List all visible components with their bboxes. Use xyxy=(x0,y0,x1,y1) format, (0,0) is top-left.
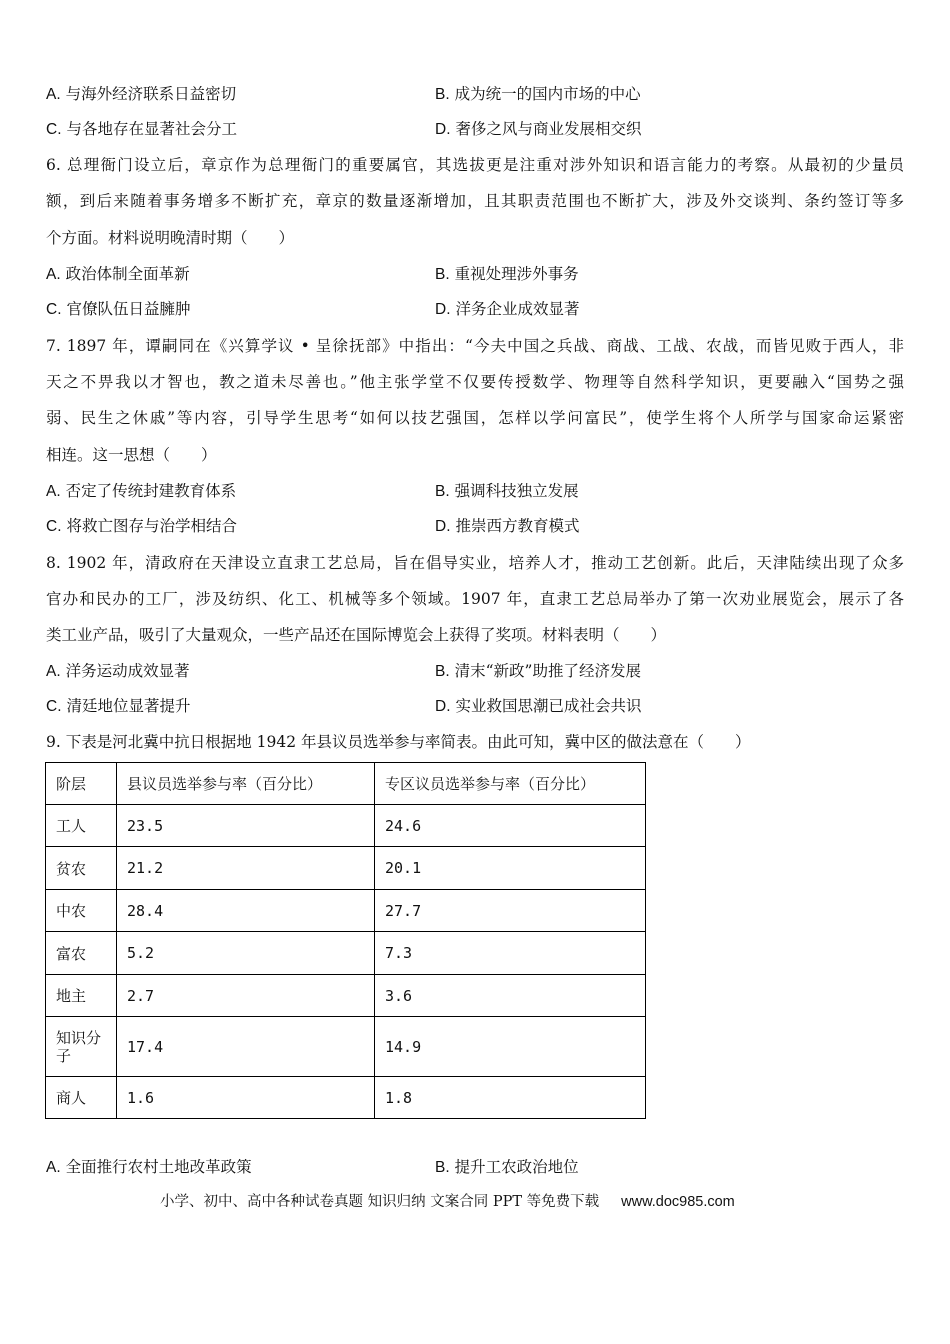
footer-text: 小学、初中、高中各种试卷真题 知识归纳 文案合同 PPT 等免费下载 xyxy=(160,1194,600,1210)
table-cell-class: 知识分子 xyxy=(46,1017,117,1077)
option-text: 否定了传统封建教育体系 xyxy=(65,482,237,500)
q5-option-a[interactable] xyxy=(46,84,236,105)
q5-option-c[interactable] xyxy=(46,119,237,140)
option-letter: D. xyxy=(435,121,451,138)
q6-stem-line-1: 6. 总理衙门设立后，章京作为总理衙门的重要属官，其选拔更是注重对涉外知识和语言能力的考察。从最初的少量员 xyxy=(46,156,904,174)
election-participation-table xyxy=(45,762,646,1119)
q8-stem-line-2: 官办和民办的工厂，涉及纺织、化工、机械等多个领域。1907 年，直隶工艺总局举办了第一次劝业展览会，展示了各 xyxy=(46,590,904,608)
table-cell-county: 5.2 xyxy=(117,932,375,975)
option-letter: B. xyxy=(435,1159,450,1176)
table-row xyxy=(46,1017,646,1077)
option-text: 全面推行农村土地改革政策 xyxy=(65,1158,252,1176)
option-letter: C. xyxy=(46,698,62,715)
q6-option-d[interactable] xyxy=(435,299,579,320)
table-row xyxy=(46,975,646,1017)
table-header-row xyxy=(46,763,646,805)
option-letter: D. xyxy=(435,301,451,318)
option-letter: B. xyxy=(435,483,450,500)
q8-stem-line-3: 类工业产品，吸引了大量观众，一些产品还在国际博览会上获得了奖项。材料表明（ ） xyxy=(46,626,667,644)
option-letter: A. xyxy=(46,483,61,500)
option-letter: B. xyxy=(435,266,450,283)
q7-option-b[interactable] xyxy=(435,481,579,502)
q8-option-d[interactable] xyxy=(435,696,641,717)
q7-stem-line-3: 弱、民生之休戚”等内容，引导学生思考“如何以技艺强国，怎样以学问富民”，使学生将个人所学与国家命运紧密 xyxy=(46,409,904,427)
table-row xyxy=(46,1077,646,1119)
table-row xyxy=(46,805,646,847)
table-cell-county: 23.5 xyxy=(117,805,375,847)
option-text: 将救亡图存与治学相结合 xyxy=(66,517,237,535)
table-cell-class: 工人 xyxy=(46,805,117,847)
table-header-cell: 专区议员选举参与率（百分比） xyxy=(375,763,646,805)
option-letter: B. xyxy=(435,663,450,680)
table-cell-class: 贫农 xyxy=(46,847,117,890)
table-cell-county: 28.4 xyxy=(117,890,375,932)
table-cell-county: 1.6 xyxy=(117,1077,375,1119)
option-text: 与各地存在显著社会分工 xyxy=(66,120,237,138)
q6-option-a[interactable] xyxy=(46,264,190,285)
q6-stem-line-2: 额，到后来随着事务增多不断扩充，章京的数量逐渐增加，且其职责范围也不断扩大，涉及外交谈判、条约签订等多 xyxy=(46,192,904,210)
q7-stem-line-1: 7. 1897 年，谭嗣同在《兴算学议 • 呈徐抚部》中指出：“今夫中国之兵战、商战、工战、农战，而皆见败于西人，非 xyxy=(46,337,904,355)
option-letter: A. xyxy=(46,266,61,283)
option-letter: D. xyxy=(435,698,451,715)
option-text: 与海外经济联系日益密切 xyxy=(65,85,237,103)
option-letter: D. xyxy=(435,518,451,535)
option-letter: A. xyxy=(46,86,61,103)
q7-stem-line-2: 天之不畀我以才智也，教之道未尽善也。”他主张学堂不仅要传授数学、物理等自然科学知识，更要融入“国势之强 xyxy=(46,373,904,391)
option-text: 官僚队伍日益臃肿 xyxy=(66,300,191,318)
table-cell-district: 27.7 xyxy=(375,890,646,932)
q7-option-d[interactable] xyxy=(435,516,579,537)
q8-stem-line-1: 8. 1902 年，清政府在天津设立直隶工艺总局，旨在倡导实业，培养人才，推动工艺创新。此后，天津陆续出现了众多 xyxy=(46,554,904,572)
q7-stem-line-4: 相连。这一思想（ ） xyxy=(46,446,217,464)
q7-option-c[interactable] xyxy=(46,516,237,537)
table-cell-county: 2.7 xyxy=(117,975,375,1017)
q8-option-c[interactable] xyxy=(46,696,190,717)
q6-option-b[interactable] xyxy=(435,264,579,285)
option-text: 清廷地位显著提升 xyxy=(66,697,191,715)
option-text: 强调科技独立发展 xyxy=(454,482,579,500)
q6-option-c[interactable] xyxy=(46,299,190,320)
table-cell-district: 24.6 xyxy=(375,805,646,847)
q9-stem-line-1: 9. 下表是河北冀中抗日根据地 1942 年县议员选举参与率简表。由此可知，冀中区的做法意在（ ） xyxy=(46,733,751,751)
table-cell-class: 商人 xyxy=(46,1077,117,1119)
table-header-cell: 县议员选举参与率（百分比） xyxy=(117,763,375,805)
option-text: 推崇西方教育模式 xyxy=(455,517,580,535)
q9-option-a[interactable] xyxy=(46,1157,252,1178)
table-cell-county: 21.2 xyxy=(117,847,375,890)
table-row xyxy=(46,847,646,890)
q8-option-a[interactable] xyxy=(46,661,190,682)
q5-option-b[interactable] xyxy=(435,84,641,105)
option-text: 洋务企业成效显著 xyxy=(455,300,580,318)
table-cell-district: 14.9 xyxy=(375,1017,646,1077)
table-cell-district: 3.6 xyxy=(375,975,646,1017)
q8-option-b[interactable] xyxy=(435,661,641,682)
table-row xyxy=(46,890,646,932)
option-text: 奢侈之风与商业发展相交织 xyxy=(455,120,642,138)
q7-option-a[interactable] xyxy=(46,481,236,502)
q6-stem-line-3: 个方面。材料说明晚清时期（ ） xyxy=(46,229,295,247)
page-footer xyxy=(160,1192,735,1212)
table-cell-class: 富农 xyxy=(46,932,117,975)
option-text: 提升工农政治地位 xyxy=(454,1158,579,1176)
option-text: 重视处理涉外事务 xyxy=(454,265,579,283)
table-cell-district: 7.3 xyxy=(375,932,646,975)
option-letter: C. xyxy=(46,518,62,535)
table-cell-district: 1.8 xyxy=(375,1077,646,1119)
footer-site-link[interactable]: www.doc985.com xyxy=(621,1194,735,1210)
table-cell-class: 中农 xyxy=(46,890,117,932)
option-text: 清末“新政”助推了经济发展 xyxy=(454,662,641,680)
table-cell-district: 20.1 xyxy=(375,847,646,890)
option-text: 政治体制全面革新 xyxy=(65,265,190,283)
option-text: 实业救国思潮已成社会共识 xyxy=(455,697,642,715)
table-cell-class: 地主 xyxy=(46,975,117,1017)
option-letter: B. xyxy=(435,86,450,103)
option-letter: A. xyxy=(46,1159,61,1176)
option-text: 成为统一的国内市场的中心 xyxy=(454,85,641,103)
option-text: 洋务运动成效显著 xyxy=(65,662,190,680)
table-header-cell: 阶层 xyxy=(46,763,117,805)
q5-option-d[interactable] xyxy=(435,119,641,140)
option-letter: C. xyxy=(46,301,62,318)
table-cell-county: 17.4 xyxy=(117,1017,375,1077)
option-letter: C. xyxy=(46,121,62,138)
table-row xyxy=(46,932,646,975)
option-letter: A. xyxy=(46,663,61,680)
q9-option-b[interactable] xyxy=(435,1157,579,1178)
